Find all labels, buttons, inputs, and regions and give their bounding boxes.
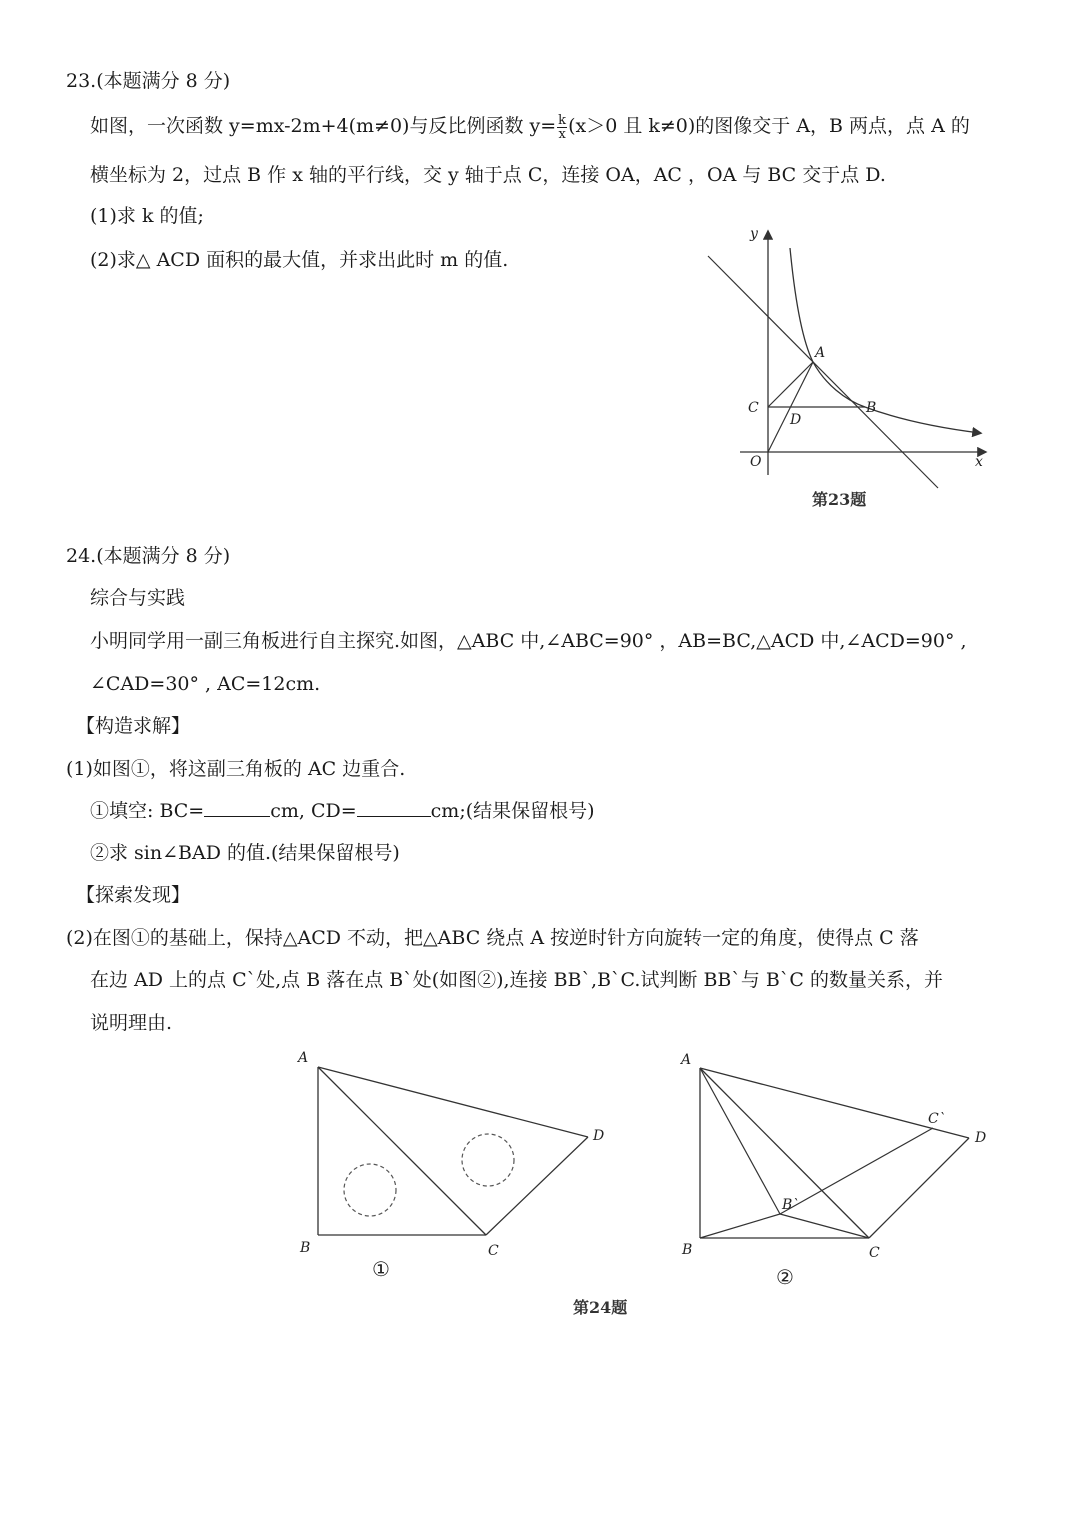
q23-caption: 第23题 xyxy=(812,490,867,509)
fig2-label-a: A xyxy=(681,1052,692,1068)
label-c: C xyxy=(748,400,759,416)
label-y: y xyxy=(750,226,758,242)
q23-part2: (2)求△ ACD 面积的最大值，并求出此时 m 的值. xyxy=(90,249,509,271)
fig2-ad xyxy=(700,1068,969,1138)
q24-part1-intro: (1)如图①，将这副三角板的 AC 边重合. xyxy=(66,758,406,780)
fraction-numerator: k xyxy=(558,112,567,128)
fig1-ac xyxy=(318,1067,486,1235)
fig1-ad xyxy=(318,1067,588,1137)
fig1-label-d: D xyxy=(593,1128,605,1144)
fill-cd-label: cm, CD= xyxy=(270,800,357,822)
q24-caption: 第24题 xyxy=(573,1298,628,1317)
fraction-denominator: x xyxy=(558,126,566,142)
q24-section-explore: 【探索发现】 xyxy=(76,884,191,906)
fig1-cd xyxy=(486,1137,588,1235)
fig2-mark: ② xyxy=(776,1265,794,1289)
fig2-ab1 xyxy=(700,1068,780,1214)
q24-part1-q2: ②求 sin∠BAD 的值.(结果保留根号) xyxy=(90,842,400,864)
q23-part1: (1)求 k 的值; xyxy=(90,205,204,227)
q24-part2-line2: 在边 AD 上的点 C`处,点 B 落在点 B`处(如图②),连接 BB`,B`C.试判断 BB`与 B`C 的数量关系，并 xyxy=(90,969,943,991)
fig2-label-c: C xyxy=(869,1245,880,1261)
fig1-dashed-circle-left xyxy=(344,1164,396,1216)
fig2-label-b: B xyxy=(682,1242,693,1258)
q24-header: 24.(本题满分 8 分) xyxy=(66,545,231,567)
figure-1 xyxy=(296,1050,604,1281)
q24-stem-line1: 小明同学用一副三角板进行自主探究.如图，△ABC 中,∠ABC=90° ，AB=BC,△ACD 中,∠ACD=90° , xyxy=(90,630,967,652)
fig1-label-b: B xyxy=(300,1240,311,1256)
fig1-dashed-circle-right xyxy=(462,1134,514,1186)
q24-part2-line1: (2)在图①的基础上，保持△ACD 不动，把△ABC 绕点 A 按逆时针方向旋转一定的角度，使得点 C 落 xyxy=(66,927,919,949)
q24-topic: 综合与实践 xyxy=(90,587,186,609)
label-o: O xyxy=(750,454,762,470)
fig1-mark: ① xyxy=(372,1257,390,1281)
label-b: B xyxy=(866,400,877,416)
fig2-bb1 xyxy=(700,1214,780,1238)
q23-stem-line2: 横坐标为 2，过点 B 作 x 轴的平行线，交 y 轴于点 C，连接 OA，AC ，OA 与 BC 交于点 D. xyxy=(90,164,886,186)
q23-stem-a: 如图，一次函数 y=mx-2m+4(m≠0)与反比例函数 y= xyxy=(90,115,557,137)
q23-stem-b: (x＞0 且 k≠0)的图像交于 A，B 两点，点 A 的 xyxy=(568,115,970,137)
label-d: D xyxy=(790,412,802,428)
fig2-label-c1: C` xyxy=(928,1111,946,1127)
fig2-label-d: D xyxy=(975,1130,987,1146)
fig2-cd xyxy=(869,1138,969,1238)
label-x: x xyxy=(975,454,983,470)
fig2-label-b1: B` xyxy=(782,1197,800,1213)
fig1-label-c: C xyxy=(488,1243,499,1259)
label-a: A xyxy=(815,345,826,361)
q24-part2-line3: 说明理由. xyxy=(90,1012,173,1034)
figure-2 xyxy=(679,1052,986,1289)
fig2-b1c xyxy=(780,1214,869,1238)
fig1-label-a: A xyxy=(298,1050,309,1066)
q24-section-construct: 【构造求解】 xyxy=(76,715,191,737)
fill-bc-label: ①填空: BC= xyxy=(90,800,205,822)
fill-note: cm;(结果保留根号) xyxy=(430,800,595,822)
q23-header: 23.(本题满分 8 分) xyxy=(66,70,231,92)
q24-stem-line2: ∠CAD=30° , AC=12cm. xyxy=(90,673,321,695)
